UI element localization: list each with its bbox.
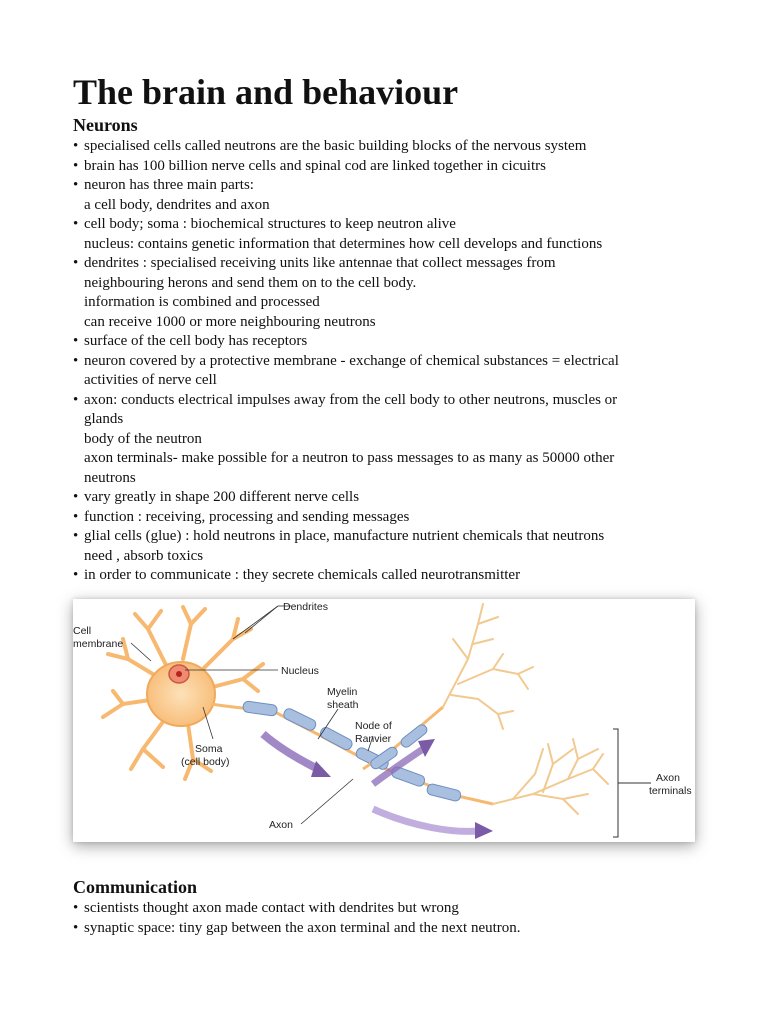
list-item-line: information is combined and processed: [84, 294, 320, 310]
list-item-line: • surface of the cell body has receptors: [84, 333, 308, 349]
axon-terminals-upper: [443, 604, 533, 729]
neuron-diagram-svg: [73, 599, 695, 842]
svg-text:membrane: membrane: [73, 638, 124, 650]
signal-arrow-1: [263, 734, 318, 769]
list-item: [73, 157, 619, 177]
label-node-of-ranvier: Node of: [355, 720, 392, 732]
section-heading-neurons: Neurons: [73, 115, 138, 135]
axon-terminals-lower: [493, 739, 608, 814]
list-item-line: a cell body, dendrites and axon: [84, 196, 270, 213]
list-item-line: • cell body; soma : biochemical structures to keep neutron alive: [84, 216, 456, 232]
list-item-line: need , absorb toxics: [84, 547, 204, 564]
list-item: [73, 919, 521, 939]
list-item: [73, 899, 521, 919]
list-item-line: • in order to communicate : they secrete chemicals called neurotransmitter: [84, 567, 521, 583]
list-item-line: • axon: conducts electrical impulses away from the cell body to other neutrons, muscles or: [84, 391, 618, 408]
list-item-line: • neuron covered by a protective membrane - exchange of chemical substances = electrical: [84, 352, 619, 369]
list-item-line: • glial cells (glue) : hold neutrons in place, manufacture nutrient chemicals that neutrons: [84, 528, 605, 544]
list-item: [73, 488, 619, 508]
svg-text:terminals: terminals: [649, 785, 692, 797]
label-axon: Axon: [269, 819, 293, 831]
label-dendrites: Dendrites: [283, 601, 328, 613]
list-item-line: • specialised cells called neutrons are the basic building blocks of the nervous system: [84, 138, 587, 154]
svg-text:Ranvier: Ranvier: [355, 733, 392, 745]
svg-text:(cell body): (cell body): [181, 756, 230, 768]
list-item: [73, 215, 619, 254]
list-item: [73, 508, 619, 528]
list-item-line: glands: [84, 411, 124, 427]
neurons-bullet-list: [73, 137, 619, 586]
list-item-line: body of the neutron: [84, 430, 202, 447]
list-item: [73, 137, 619, 157]
label-axon-terminals: Axon: [656, 772, 680, 784]
list-item-line: • dendrites : specialised receiving units like antennae that collect messages from: [84, 255, 556, 271]
list-item: [73, 332, 619, 352]
list-item-line: • brain has 100 billion nerve cells and spinal cod are linked together in cicuitrs: [84, 157, 546, 174]
list-item-line: • vary greatly in shape 200 different nerve cells: [84, 489, 360, 505]
list-item-line: • function : receiving, processing and sending messages: [84, 508, 410, 525]
list-item-line: • scientists thought axon made contact with dendrites but wrong: [84, 900, 459, 916]
list-item-line: nucleus: contains genetic information that determines how cell develops and functions: [84, 235, 603, 252]
list-item-line: can receive 1000 or more neighbouring neutrons: [84, 313, 376, 330]
list-item: [73, 352, 619, 391]
communication-bullet-list: [73, 899, 521, 938]
list-item: [73, 254, 619, 332]
list-item: [73, 566, 619, 586]
list-item-line: • neuron has three main parts:: [84, 177, 254, 193]
signal-arrow-3: [373, 809, 478, 831]
list-item: [73, 527, 619, 566]
neuron-diagram: [73, 599, 695, 842]
section-heading-communication: Communication: [73, 877, 198, 897]
list-item: [73, 391, 619, 489]
list-item-line: neighbouring herons and send them on to the cell body.: [84, 274, 417, 291]
label-cell-membrane: Cell: [73, 625, 92, 637]
list-item-line: activities of nerve cell: [84, 372, 217, 388]
label-myelin-sheath: Myelin: [327, 686, 358, 698]
label-nucleus: Nucleus: [281, 665, 319, 677]
list-item-line: • synaptic space: tiny gap between the axon terminal and the next neutron.: [84, 919, 521, 936]
svg-text:sheath: sheath: [327, 699, 359, 711]
label-soma: Soma: [195, 743, 223, 755]
list-item: [73, 176, 619, 215]
list-item-line: axon terminals- make possible for a neutron to pass messages to as many as 50000 other: [84, 450, 615, 466]
list-item-line: neutrons: [84, 469, 136, 486]
page-title: The brain and behaviour: [73, 72, 459, 112]
